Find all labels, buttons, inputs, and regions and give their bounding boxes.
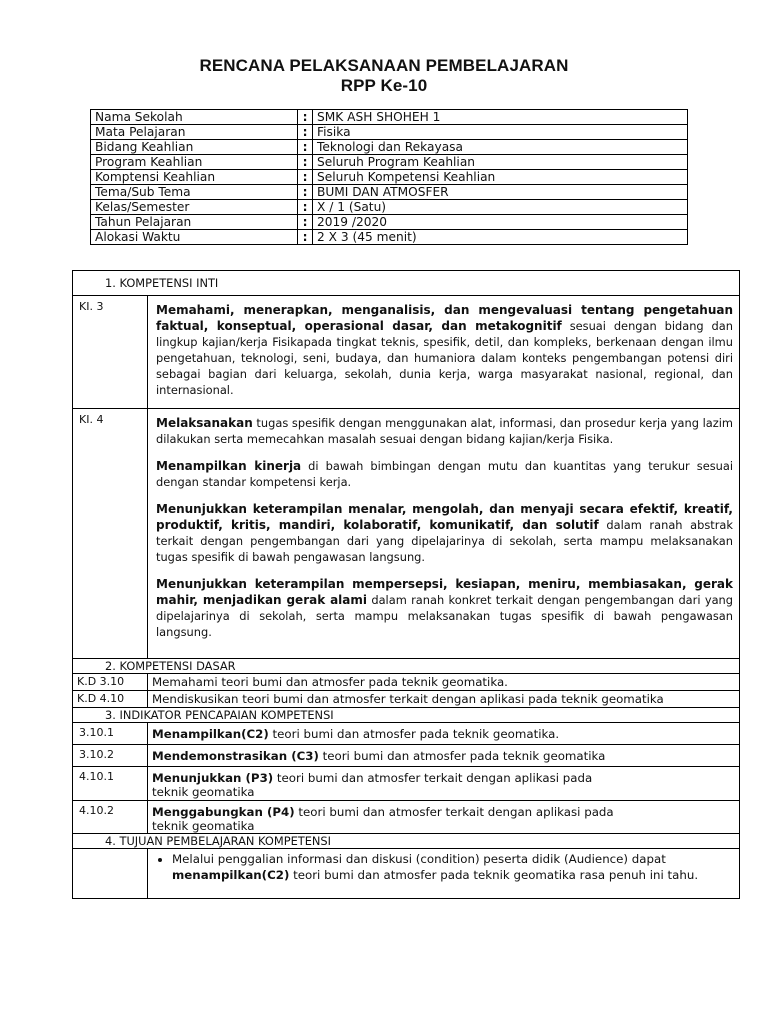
identity-label: Tahun Pelajaran xyxy=(91,215,298,230)
section-heading-kompetensi-inti xyxy=(73,271,740,296)
indicator-desc: teori bumi dan atmosfer pada teknik geomatika xyxy=(318,749,606,763)
kd-code: K.D 4.10 xyxy=(73,691,148,708)
competency-table xyxy=(72,270,740,899)
identity-label: Nama Sekolah xyxy=(91,110,298,125)
ki4-paragraph xyxy=(156,458,733,490)
identity-row xyxy=(91,110,688,125)
indicator-code: 3.10.2 xyxy=(73,745,148,767)
kd-text: Mendiskusikan teori bumi dan atmosfer terkait dengan aplikasi pada teknik geomatika xyxy=(148,691,740,708)
ki-code: KI. 3 xyxy=(73,296,148,409)
indicator-row xyxy=(73,723,740,745)
identity-row xyxy=(91,155,688,170)
section-heading-tujuan: 4. TUJUAN PEMBELAJARAN KOMPETENSI xyxy=(73,834,740,849)
indicator-verb: Menggabungkan (P4) xyxy=(152,805,295,819)
identity-separator: : xyxy=(298,140,313,155)
identity-label: Program Keahlian xyxy=(91,155,298,170)
indicator-verb: Menampilkan(C2) xyxy=(152,727,269,741)
indicator-desc: teori bumi dan atmosfer terkait dengan aplikasi pada teknik geomatika xyxy=(152,805,614,833)
identity-row xyxy=(91,230,688,245)
ki-bold-text: Melaksanakan xyxy=(156,416,253,430)
identity-separator: : xyxy=(298,125,313,140)
tujuan-text-cell xyxy=(148,849,740,899)
identity-label: Tema/Sub Tema xyxy=(91,185,298,200)
indicator-desc: teori bumi dan atmosfer pada teknik geomatika. xyxy=(268,727,560,741)
identity-value: 2 X 3 (45 menit) xyxy=(313,230,688,245)
section-heading-kompetensi-dasar: 2. KOMPETENSI DASAR xyxy=(73,659,740,674)
ki4-paragraph xyxy=(156,576,733,640)
tujuan-post: teori bumi dan atmosfer pada teknik geomatika rasa penuh ini tahu. xyxy=(289,868,699,882)
ki-bold-text: Menunjukkan keterampilan menalar, mengolah, dan menyaji secara efektif, kreatif, produktif, kritis, mandiri, kolaboratif, komunikatif, dan solutif xyxy=(156,502,733,532)
identity-label: Bidang Keahlian xyxy=(91,140,298,155)
identity-value: 2019 /2020 xyxy=(313,215,688,230)
section-heading-indikator: 3. INDIKATOR PENCAPAIAN KOMPETENSI xyxy=(73,708,740,723)
identity-value: BUMI DAN ATMOSFER xyxy=(313,185,688,200)
identity-value: SMK ASH SHOHEH 1 xyxy=(313,110,688,125)
kd-row xyxy=(73,674,740,691)
identity-value: Seluruh Kompetensi Keahlian xyxy=(313,170,688,185)
tujuan-code-cell xyxy=(73,849,148,899)
ki-text: tugas spesifik dengan menggunakan alat, informasi, dan prosedur kerja yang lazim dilakukan serta memecahkan masalah sesuai dengan bidang kajian/kerja Fisika. xyxy=(156,416,733,446)
indicator-row xyxy=(73,745,740,767)
tujuan-pre: Melalui penggalian informasi dan diskusi (condition) peserta didik (Audience) dapat xyxy=(172,852,666,866)
ki-text: di bawah bimbingan dengan mutu dan kuantitas yang terukur sesuai dengan standar kompetensi kerja. xyxy=(156,459,733,489)
ki-bold-text: Menampilkan kinerja xyxy=(156,459,302,473)
identity-separator: : xyxy=(298,110,313,125)
identity-row xyxy=(91,125,688,140)
indicator-text xyxy=(148,767,740,801)
indicator-code: 4.10.1 xyxy=(73,767,148,801)
document-title: RENCANA PELAKSANAAN PEMBELAJARAN xyxy=(199,56,569,75)
identity-row xyxy=(91,200,688,215)
ki4-paragraph xyxy=(156,501,733,565)
identity-row xyxy=(91,140,688,155)
ki-text: sesuai dengan bidang dan lingkup kajian/kerja Fisikapada tingkat teknis, spesifik, detil, dan kompleks, berkenaan dengan ilmu pengetahuan, teknologi, seni, budaya, dan humaniora dalam konteks pengembangan potensi diri sebagai bagian dari keluarga, sekolah, dunia kerja, warga masyarakat nasional, regional, dan internasional. xyxy=(156,319,733,397)
kd-code: K.D 3.10 xyxy=(73,674,148,691)
tujuan-verb: menampilkan(C2) xyxy=(172,868,290,882)
ki-description xyxy=(148,296,740,409)
tujuan-row xyxy=(73,849,740,899)
identity-table xyxy=(90,109,688,245)
identity-label: Kelas/Semester xyxy=(91,200,298,215)
identity-row xyxy=(91,215,688,230)
identity-value: Fisika xyxy=(313,125,688,140)
indicator-verb: Mendemonstrasikan (C3) xyxy=(152,749,319,763)
identity-label: Mata Pelajaran xyxy=(91,125,298,140)
ki-bold-text: Menunjukkan keterampilan mempersepsi, kesiapan, meniru, membiasakan, gerak mahir, menjadikan gerak alami xyxy=(156,577,733,607)
identity-value: Seluruh Program Keahlian xyxy=(313,155,688,170)
kd-text: Memahami teori bumi dan atmosfer pada teknik geomatika. xyxy=(148,674,740,691)
indicator-desc: teori bumi dan atmosfer terkait dengan aplikasi pada teknik geomatika xyxy=(152,771,593,799)
identity-row xyxy=(91,170,688,185)
indicator-row xyxy=(73,801,740,834)
identity-separator: : xyxy=(298,185,313,200)
identity-separator: : xyxy=(298,155,313,170)
ki-text: dalam ranah abstrak terkait dengan pengembangan dari yang dipelajarinya di sekolah, serta mampu melaksanakan tugas spesifik di bawah pengawasan langsung. xyxy=(156,518,733,564)
tujuan-item xyxy=(172,851,733,883)
indicator-code: 4.10.2 xyxy=(73,801,148,834)
identity-separator: : xyxy=(298,200,313,215)
identity-separator: : xyxy=(298,230,313,245)
ki4-row xyxy=(73,409,740,659)
tujuan-list xyxy=(152,851,733,883)
indicator-row xyxy=(73,767,740,801)
identity-label: Alokasi Waktu xyxy=(91,230,298,245)
section-heading-text: 1. KOMPETENSI INTI xyxy=(105,276,219,290)
ki-description xyxy=(148,409,740,659)
ki-code: KI. 4 xyxy=(73,409,148,659)
identity-label: Komptensi Keahlian xyxy=(91,170,298,185)
ki3-row xyxy=(73,296,740,409)
identity-row xyxy=(91,185,688,200)
ki-bold-text: Memahami, menerapkan, menganalisis, dan mengevaluasi tentang pengetahuan faktual, konseptual, operasional dasar, dan metakognitif xyxy=(156,303,733,333)
ki4-paragraph xyxy=(156,415,733,447)
identity-separator: : xyxy=(298,215,313,230)
indicator-text xyxy=(148,745,740,767)
indicator-text xyxy=(148,723,740,745)
indicator-verb: Menunjukkan (P3) xyxy=(152,771,274,785)
indicator-code: 3.10.1 xyxy=(73,723,148,745)
indicator-text xyxy=(148,801,740,834)
identity-value: X / 1 (Satu) xyxy=(313,200,688,215)
document-subtitle: RPP Ke-10 xyxy=(340,76,428,95)
kd-row xyxy=(73,691,740,708)
identity-separator: : xyxy=(298,170,313,185)
identity-value: Teknologi dan Rekayasa xyxy=(313,140,688,155)
ki-text: dalam ranah konkret terkait dengan pengembangan dari yang dipelajarinya di sekolah, serta mampu melaksanakan tugas spesifik di bawah pengawasan langsung. xyxy=(156,593,734,639)
